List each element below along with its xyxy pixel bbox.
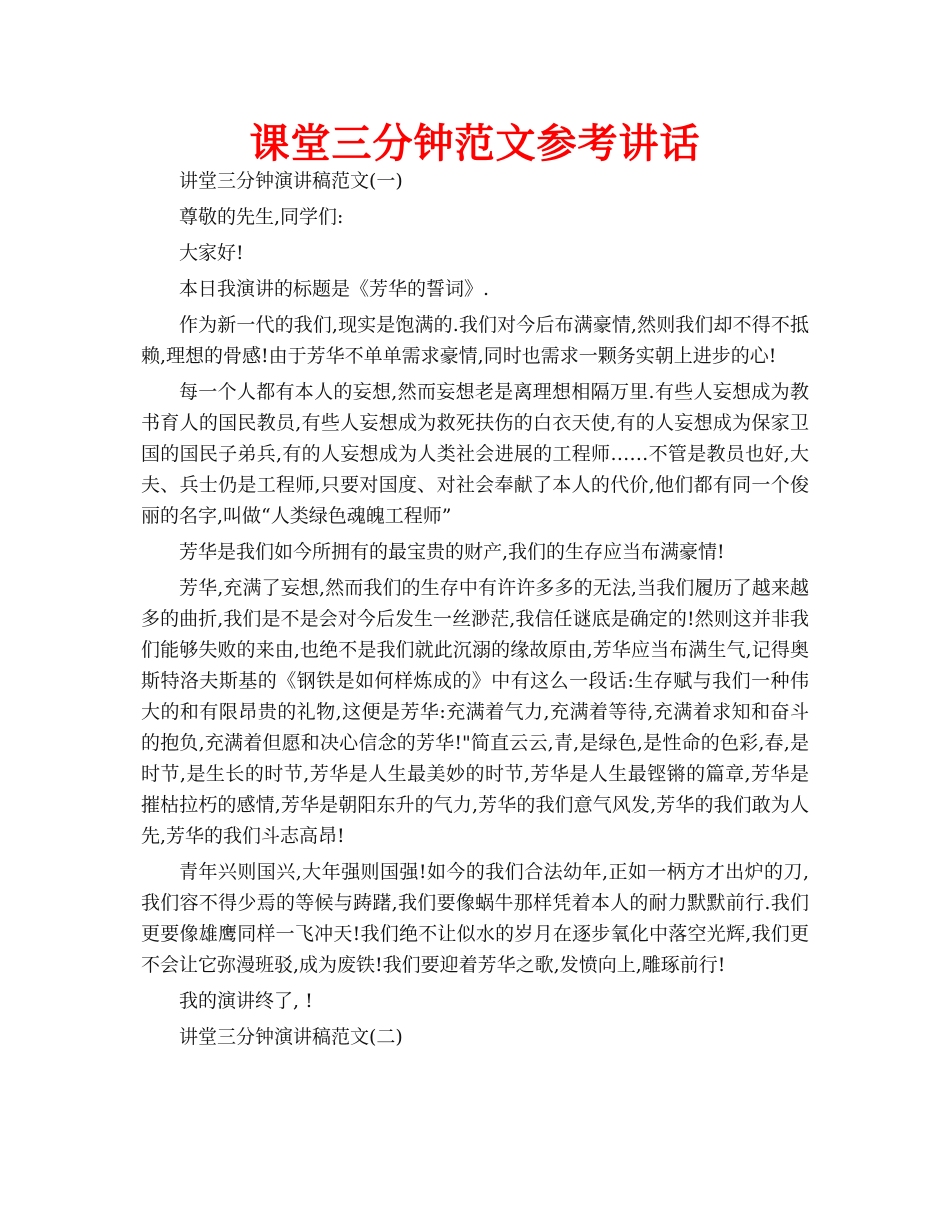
- paragraph: 每一个人都有本人的妄想,然而妄想老是离理想相隔万里.有些人妄想成为教书育人的国民教员,有些人妄想成为救死扶伤的白衣天使,有的人妄想成为保家卫国的国民子弟兵,有的人妄想成为人类社会进展的工程师……不管是教员也好,大夫、兵士仍是工程师,只要对国度、对社会奉献了本人的代价,他们都有同一个俊丽的名字,叫做“人类绿色魂魄工程师”: [141, 381, 809, 527]
- document-title: 课堂三分钟范文参考讲话: [249, 121, 701, 167]
- paragraph: 青年兴则国兴,大年强则国强!如今的我们合法幼年,正如一柄方才出炉的刀,我们容不得少焉的等候与踌躇,我们要像蜗牛那样凭着本人的耐力默默前行.我们更要像雄鹰同样一飞冲天!我们绝不让似水的岁月在逐步氧化中落空光辉,我们更不会让它弥漫班驳,成为废铁!我们要迎着芳华之歌,发愤向上,雕琢前行!: [141, 861, 809, 976]
- salutation: 尊敬的先生,同学们:: [179, 206, 344, 228]
- paragraph: 芳华,充满了妄想,然而我们的生存中有许许多多的无法,当我们履历了越来越多的曲折,我们是不是会对今后发生一丝渺茫,我信任谜底是确定的!然则这并非我们能够失败的来由,也绝不是我们就此沉溺的缘故原由,芳华应当布满生气,记得奥斯特洛夫斯基的《钢铁是如何样炼成的》中有这么一段话:生存赋与我们一种伟大的和有限昂贵的礼物,这便是芳华:充满着气力,充满着等待,充满着求知和奋斗的抱负,充满着但愿和决心信念的芳华!"简直云云,青,是绿色,是性命的色彩,春,是时节,是生长的时节,芳华是人生最美妙的时节,芳华是人生最铿锵的篇章,芳华是摧枯拉朽的感情,芳华是朝阳东升的气力,芳华的我们意气风发,芳华的我们敢为人先,芳华的我们斗志高昂!: [141, 577, 809, 847]
- paragraph: 作为新一代的我们,现实是饱满的.我们对今后布满豪情,然则我们却不得不抵赖,理想的骨感!由于芳华不单单需求豪情,同时也需求一颗务实朝上进步的心!: [141, 314, 809, 367]
- greeting: 大家好!: [179, 242, 244, 264]
- speech-topic: 本日我演讲的标题是《芳华的誓词》.: [179, 278, 490, 300]
- section-heading-1: 讲堂三分钟演讲稿范文(一): [179, 170, 403, 192]
- document-body: [141, 166, 809, 1058]
- paragraph: 芳华是我们如今所拥有的最宝贵的财产,我们的生存应当布满豪情!: [179, 541, 725, 563]
- section-heading-2: 讲堂三分钟演讲稿范文(二): [179, 1026, 403, 1048]
- closing: 我的演讲终了, !: [179, 990, 313, 1012]
